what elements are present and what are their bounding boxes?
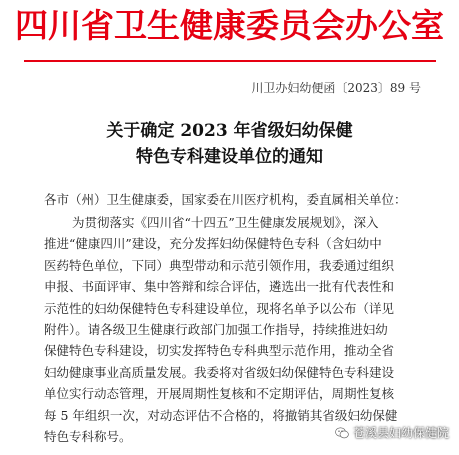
body-line: 推进“健康四川”建设，充分发挥妇幼保健特色专科（含妇幼中 — [44, 236, 382, 252]
watermark-text: 苍溪县妇幼保健院 — [352, 426, 449, 440]
letterhead-red-rule — [24, 60, 436, 62]
body-line: 妇幼健康事业高质量发展。我委将对省级妇幼保健特色专科建设 — [44, 364, 395, 380]
body-line: 特色专科称号。 — [44, 429, 132, 445]
wechat-icon — [335, 426, 349, 440]
document-title — [0, 118, 459, 170]
document-title-line: 特色专科建设单位的通知 — [136, 147, 323, 167]
body-line: 为贯彻落实《四川省“十四五”卫生健康发展规划》，深入 — [72, 215, 379, 230]
body-line: 单位实行动态管理，开展周期性复核和不定期评估，周期性复核 — [44, 386, 395, 402]
body-paragraph — [44, 212, 416, 447]
document-title-line: 关于确定 2023 年省级妇幼保健 — [106, 121, 353, 141]
document-number: 川卫办妇幼便函〔2023〕89 号 — [251, 81, 421, 95]
body-line: 保健特色专科建设，切实发挥特色专科典型示范作用，推动全省 — [44, 343, 395, 359]
watermark — [335, 424, 449, 441]
body-line: 申报、书面评审、集中答辩和综合评估，遴选出一批有代表性和 — [44, 279, 395, 295]
body-line: 医药特色单位，下同）典型带动和示范引领作用，我委通过组织 — [44, 257, 395, 273]
body-line: 附件）。请各级卫生健康行政部门加强工作指导，持续推进妇幼 — [44, 322, 388, 338]
body-line: 示范性的妇幼保健特色专科建设单位，现将名单予以公布（详见 — [44, 300, 395, 316]
letterhead-title: 四川省卫生健康委员会办公室 — [15, 6, 444, 45]
salutation: 各市（州）卫生健康委，国家委在川医疗机构，委直属相关单位： — [44, 192, 407, 207]
body-line: 每 5 年组织一次，对动态评估不合格的，将撤销其省级妇幼保健 — [44, 407, 398, 423]
